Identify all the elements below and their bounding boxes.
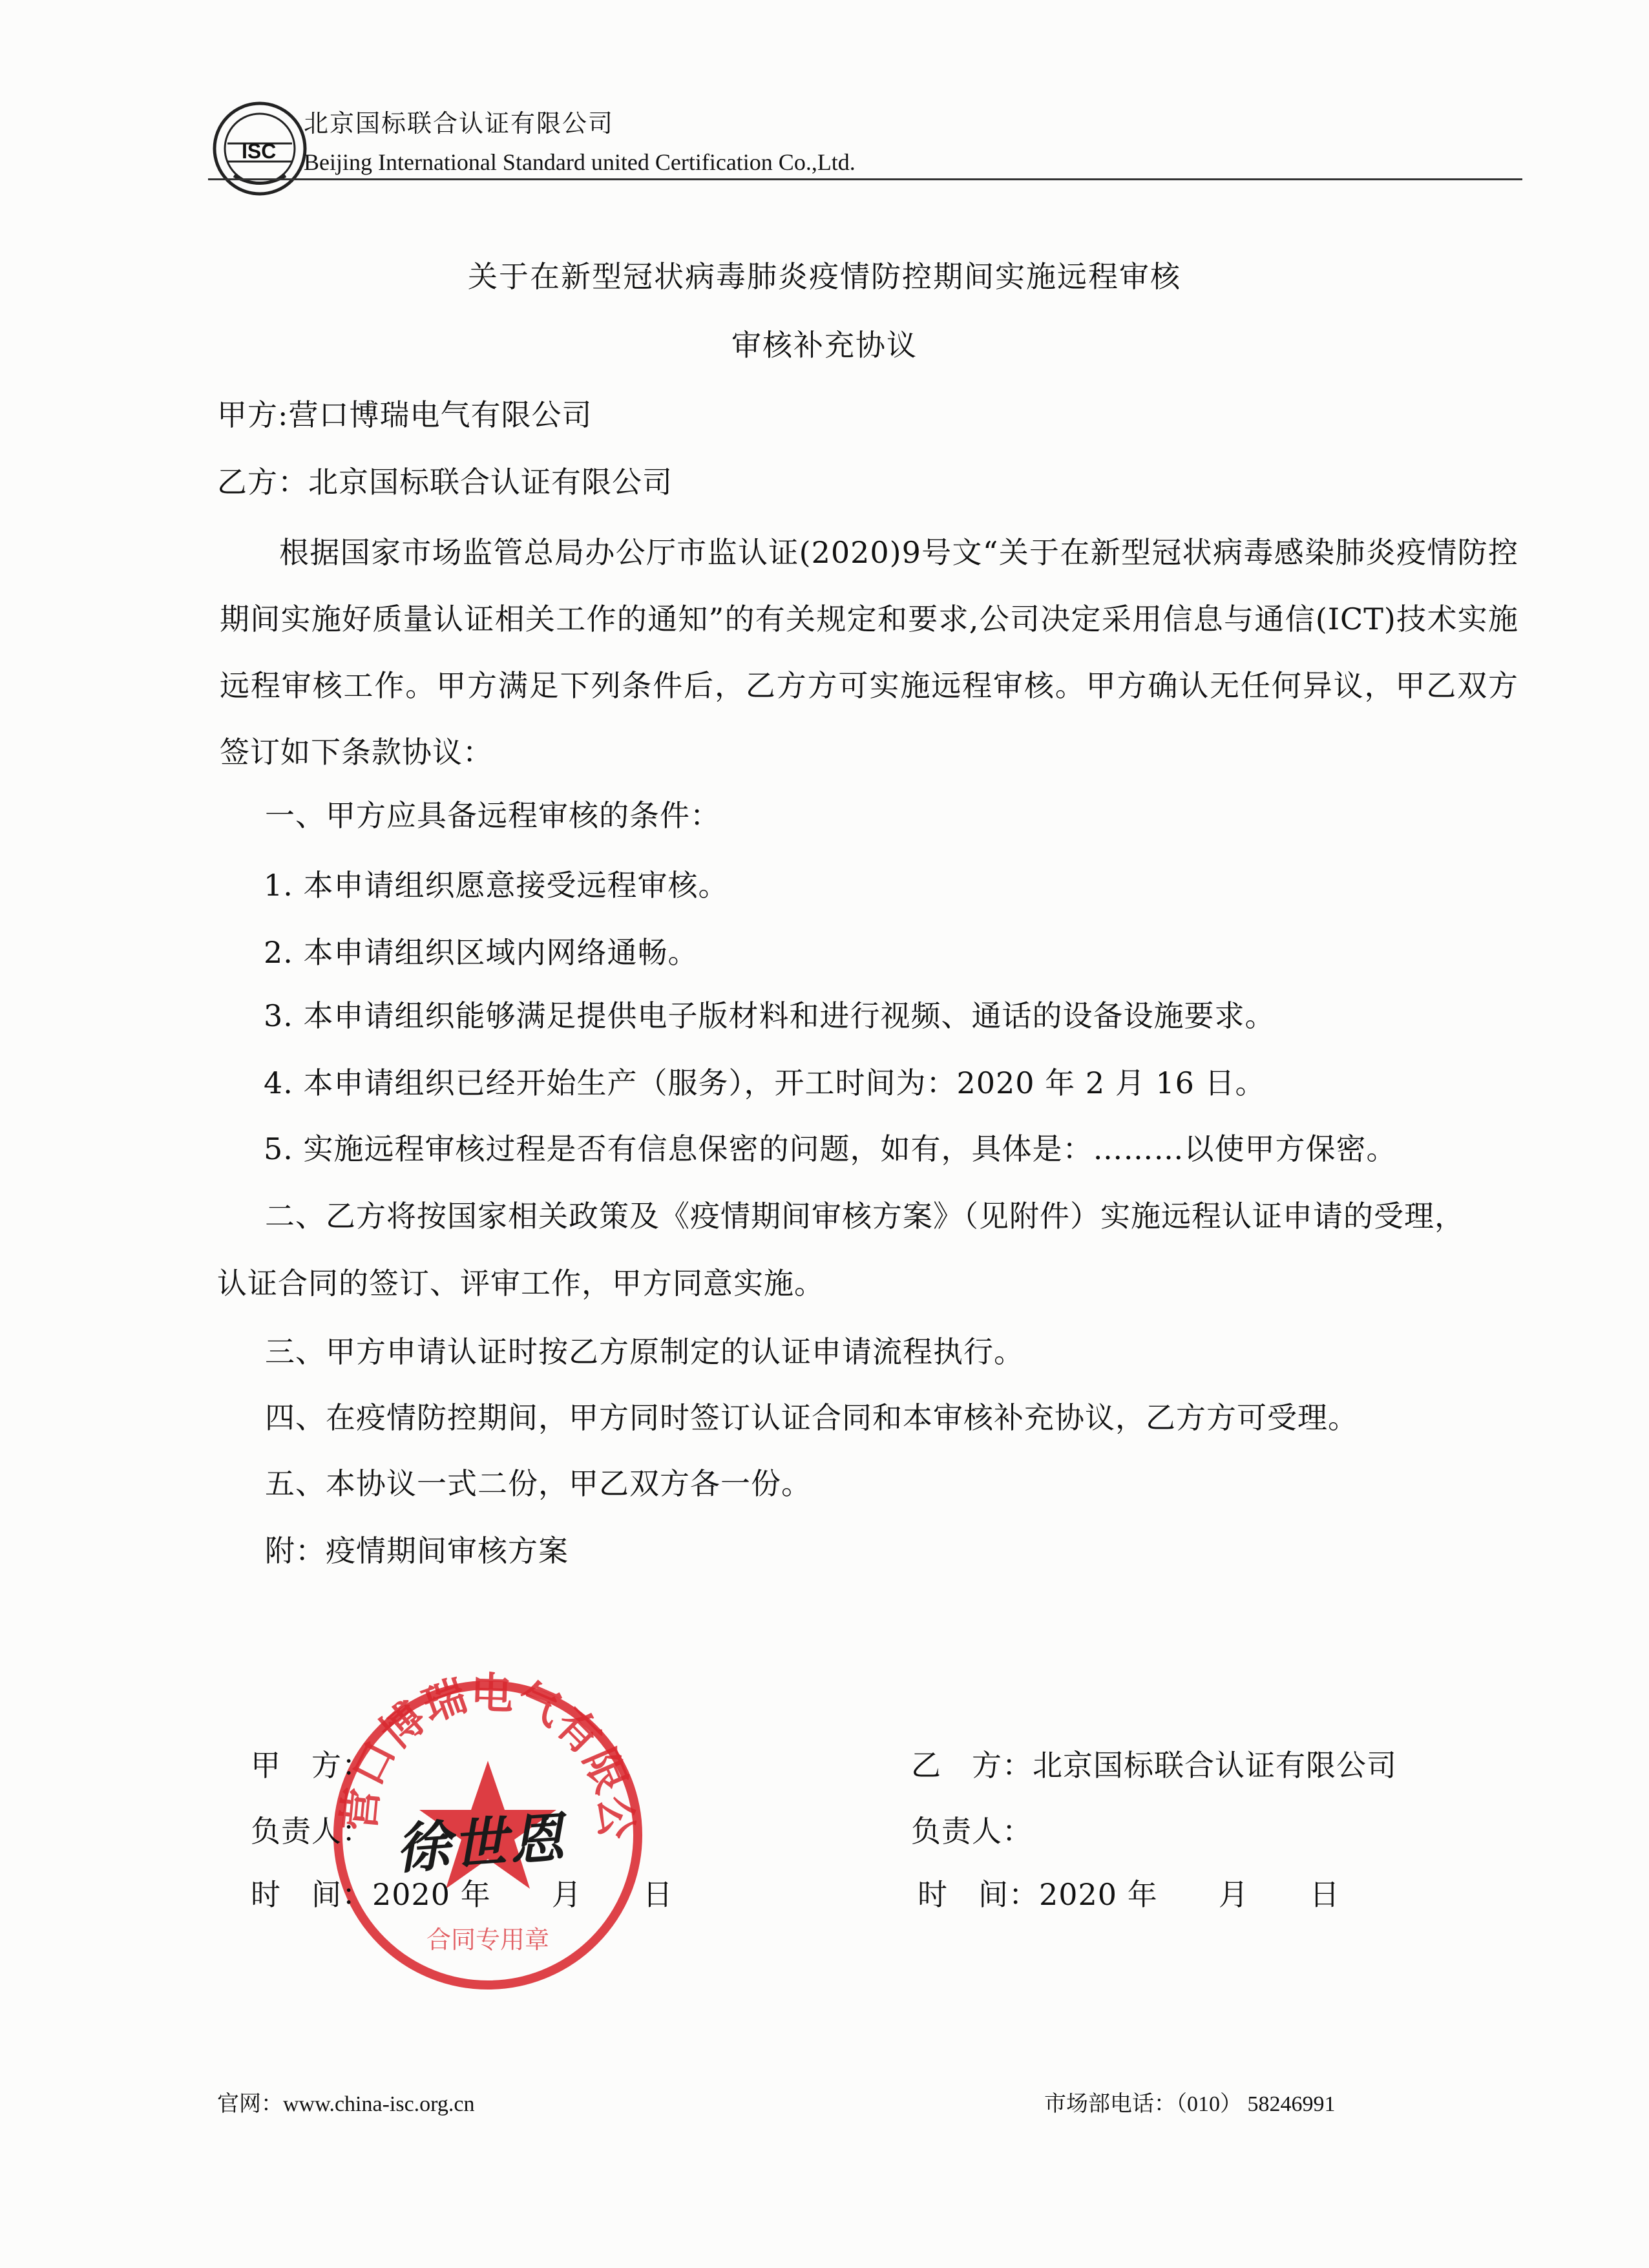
company-name-en: Beijing International Standard united Certification Co.,Ltd.	[304, 149, 856, 175]
party-b-responsible-label: 负责人：	[911, 1814, 1033, 1849]
condition-item: 3. 本申请组织能够满足提供电子版材料和进行视频、通话的设备设施要求。	[264, 998, 1276, 1033]
section-5-text: 五、本协议一式二份，甲乙双方各一份。	[265, 1466, 812, 1501]
header-divider	[208, 178, 1522, 180]
seal-subtext: 合同专用章	[426, 1926, 550, 1954]
condition-item: 4. 本申请组织已经开始生产（服务），开工时间为：2020 年 2 月 16 日。	[264, 1066, 1266, 1100]
party-a: 甲方:营口博瑞电气有限公司	[217, 397, 593, 432]
section-3-text: 三、甲方申请认证时按乙方原制定的认证申请流程执行。	[265, 1334, 1024, 1369]
logo-text: ISC	[242, 140, 277, 163]
party-b: 乙方：北京国标联合认证有限公司	[217, 465, 673, 499]
section-2-text: 二、乙方将按国家相关政策及《疫情期间审核方案》（见附件）实施远程认证申请的受理，	[265, 1199, 1465, 1234]
condition-item: 1. 本申请组织愿意接受远程审核。	[264, 868, 729, 903]
party-a-handwritten-signature: 徐世恩	[394, 1805, 569, 1882]
attachment-note: 附：疫情期间审核方案	[265, 1533, 569, 1568]
footer-phone: 市场部电话：（010） 58246991	[1044, 2092, 1336, 2116]
party-a-sign-label: 甲 方：	[251, 1748, 372, 1783]
seal-text: 营口博瑞电气有限公	[333, 1668, 641, 1840]
document-subtitle: 审核补充协议	[731, 328, 918, 362]
company-logo-icon	[208, 97, 311, 200]
document-title: 关于在新型冠状病毒肺炎疫情防控期间实施远程审核	[468, 259, 1181, 294]
footer-website: 官网：www.china-isc.org.cn	[217, 2092, 475, 2116]
party-b-sign-label: 乙 方：北京国标联合认证有限公司	[911, 1748, 1397, 1783]
condition-item: 5. 实施远程审核过程是否有信息保密的问题，如有，具体是：………以使甲方保密。	[264, 1131, 1397, 1166]
condition-item: 2. 本申请组织区域内网络通畅。	[264, 935, 698, 970]
section-1-heading: 一、甲方应具备远程审核的条件：	[265, 798, 720, 833]
intro-paragraph	[220, 520, 1518, 786]
company-name-cn: 北京国标联合认证有限公司	[304, 109, 614, 138]
intro-text: 根据国家市场监管总局办公厅市监认证(2020)9号文“关于在新型冠状病毒感染肺炎疫情防控期间实施好质量认证相关工作的通知”的有关规定和要求,公司决定采用信息与通信(ICT)技术实施远程审核工作。甲方满足下列条件后，乙方方可实施远程审核。甲方确认无任何异议，甲乙双方签订如下条款协议：	[220, 535, 1518, 770]
party-b-time: 时 间：2020 年 月 日	[918, 1877, 1340, 1912]
party-a-responsible-label: 负责人：	[251, 1814, 372, 1849]
party-a-time: 时 间：2020 年 月 日	[251, 1877, 673, 1912]
section-4-text: 四、在疫情防控期间，甲方同时签订认证合同和本审核补充协议，乙方方可受理。	[265, 1400, 1358, 1435]
section-2-continued: 认证合同的签订、评审工作，甲方同意实施。	[217, 1266, 824, 1301]
